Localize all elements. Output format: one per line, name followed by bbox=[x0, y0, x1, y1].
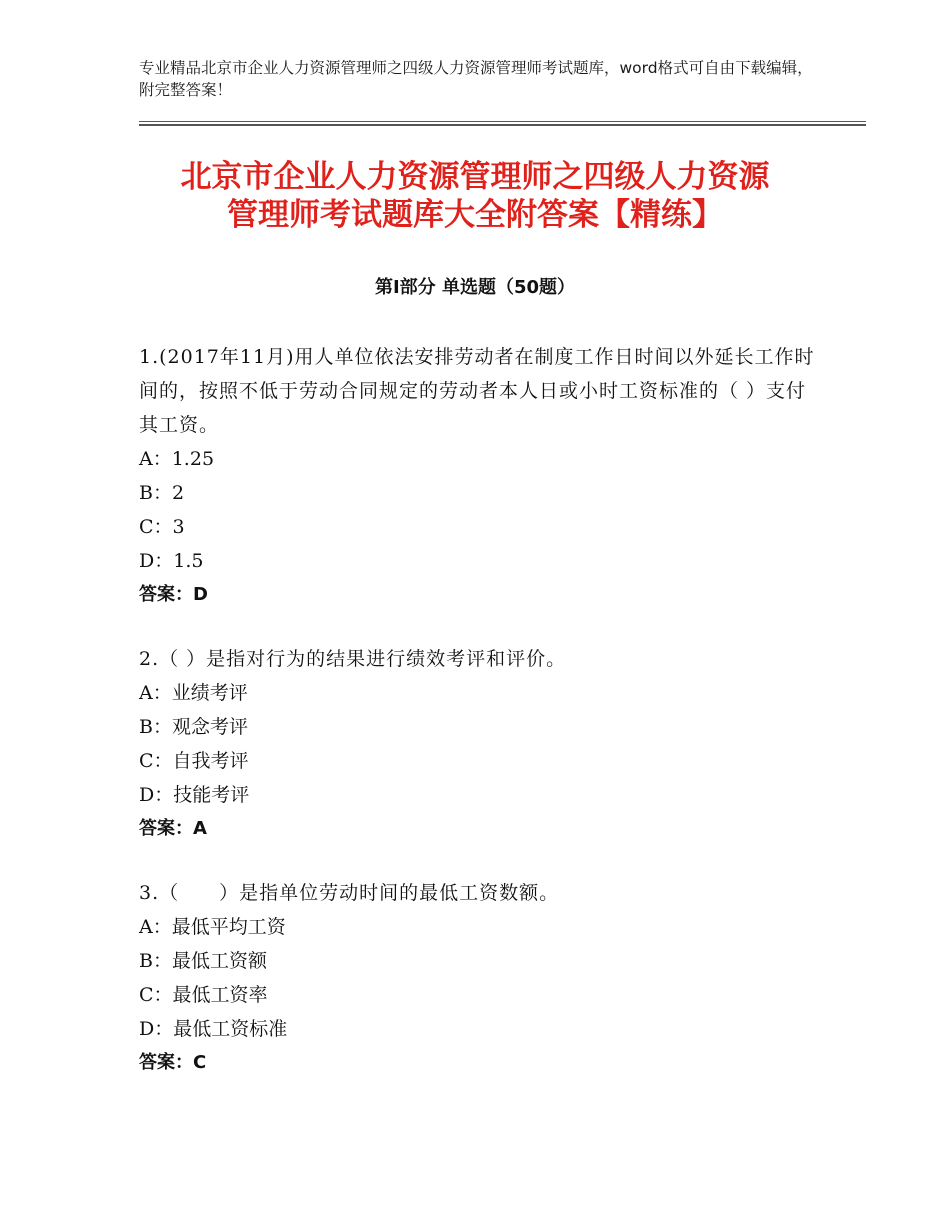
option-a: A：1.25 bbox=[139, 448, 215, 470]
answer: 答案：C bbox=[139, 1052, 207, 1073]
option-b: B：观念考评 bbox=[139, 716, 248, 738]
question-2 bbox=[139, 642, 819, 846]
option-d: D：技能考评 bbox=[139, 784, 250, 806]
option-b: B：最低工资额 bbox=[139, 950, 267, 972]
question-3 bbox=[139, 876, 819, 1080]
answer: 答案：A bbox=[139, 818, 207, 839]
option-c: C：最低工资率 bbox=[139, 984, 268, 1006]
header-divider-thin bbox=[139, 121, 866, 122]
option-b: B：2 bbox=[139, 482, 185, 504]
header-divider-thick bbox=[139, 124, 866, 126]
section-title: 第I部分 单选题（50题） bbox=[374, 277, 575, 298]
document-title-line-1: 北京市企业人力资源管理师之四级人力资源 bbox=[180, 159, 770, 195]
document-title-line-2: 管理师考试题库大全附答案【精练】 bbox=[227, 197, 723, 233]
option-a: A：最低平均工资 bbox=[139, 916, 286, 938]
question-1 bbox=[139, 340, 819, 612]
document-title bbox=[100, 158, 850, 234]
option-d: D：最低工资标准 bbox=[139, 1018, 288, 1040]
question-stem: 1.(2017年11月)用人单位依法安排劳动者在制度工作日时间以外延长工作时间的，按照不低于劳动合同规定的劳动者本人日或小时工资标准的（ ）支付其工资。 bbox=[139, 346, 815, 436]
option-a: A：业绩考评 bbox=[139, 682, 248, 704]
header-note: 专业精品北京市企业人力资源管理师之四级人力资源管理师考试题库，word格式可自由下载编辑，附完整答案！ bbox=[139, 59, 813, 99]
question-stem: 3.（ ）是指单位劳动时间的最低工资数额。 bbox=[139, 882, 560, 904]
option-c: C：3 bbox=[139, 516, 185, 538]
option-d: D：1.5 bbox=[139, 550, 204, 572]
question-list bbox=[139, 340, 819, 1110]
answer: 答案：D bbox=[139, 584, 208, 605]
question-stem: 2.（ ）是指对行为的结果进行绩效考评和评价。 bbox=[139, 648, 567, 670]
option-c: C：自我考评 bbox=[139, 750, 249, 772]
